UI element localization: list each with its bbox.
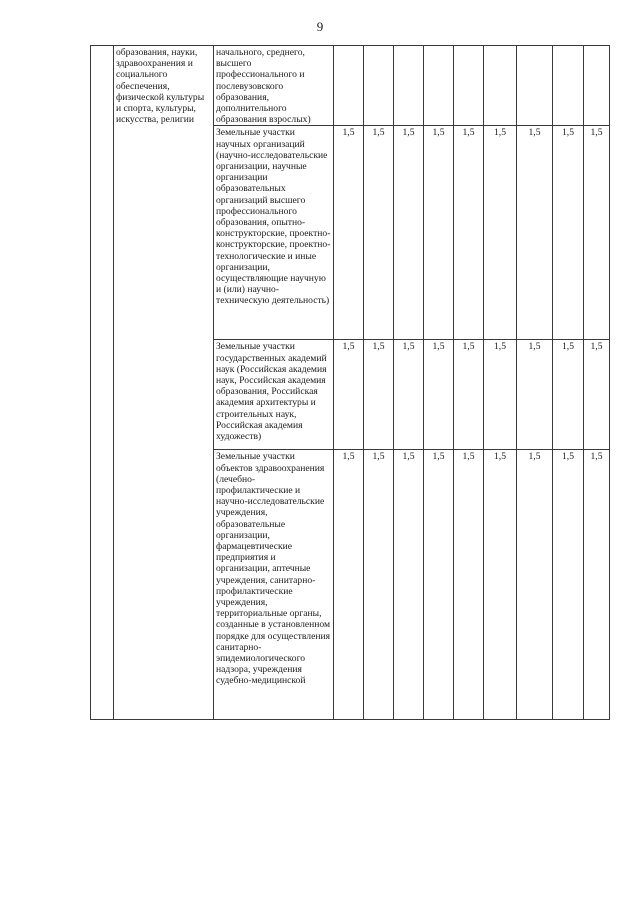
coefficient-cell <box>334 46 364 126</box>
coefficient-cell: 1,5 <box>424 450 454 720</box>
coefficient-cell: 1,5 <box>424 126 454 340</box>
coefficient-cell: 1,5 <box>553 126 584 340</box>
coefficient-cell <box>424 46 454 126</box>
coefficient-cell <box>484 46 517 126</box>
coefficient-cell: 1,5 <box>584 450 610 720</box>
coefficient-cell: 1,5 <box>364 450 394 720</box>
coefficient-cell: 1,5 <box>517 340 553 450</box>
coefficient-cell: 1,5 <box>334 340 364 450</box>
category-cell: образования, науки, здравоохранения и социального обеспечения, физической культуры и спорта, культуры, искусства, религии <box>114 46 214 720</box>
coefficient-cell <box>553 46 584 126</box>
page-number: 9 <box>316 19 324 34</box>
coefficient-cell: 1,5 <box>364 340 394 450</box>
coefficient-cell <box>394 46 424 126</box>
coefficient-cell: 1,5 <box>484 340 517 450</box>
description-cell: начального, среднего, высшего профессионального и послевузовского образования, дополнительного образования взрослых) <box>214 46 334 126</box>
coefficient-cell <box>454 46 484 126</box>
coefficient-table <box>90 45 610 720</box>
coefficient-cell: 1,5 <box>454 340 484 450</box>
coefficient-cell: 1,5 <box>553 450 584 720</box>
coefficient-cell: 1,5 <box>484 450 517 720</box>
coefficient-cell: 1,5 <box>584 126 610 340</box>
coefficient-cell: 1,5 <box>517 450 553 720</box>
coefficient-cell: 1,5 <box>517 126 553 340</box>
coefficient-cell: 1,5 <box>454 450 484 720</box>
coefficient-cell <box>517 46 553 126</box>
coefficient-cell: 1,5 <box>394 340 424 450</box>
coefficient-cell: 1,5 <box>584 340 610 450</box>
description-cell: Земельные участки государственных академий наук (Российская академия наук, Российская академия образования, Российская академия архитектуры и строительных наук, Российская академия художеств) <box>214 340 334 450</box>
coefficient-cell: 1,5 <box>334 450 364 720</box>
coefficient-cell <box>364 46 394 126</box>
coefficient-cell: 1,5 <box>334 126 364 340</box>
coefficient-cell: 1,5 <box>394 450 424 720</box>
coefficient-cell: 1,5 <box>553 340 584 450</box>
coefficient-cell: 1,5 <box>424 340 454 450</box>
coefficient-cell <box>584 46 610 126</box>
coefficient-cell: 1,5 <box>454 126 484 340</box>
table-row <box>91 46 610 126</box>
coefficient-cell: 1,5 <box>394 126 424 340</box>
coefficient-cell: 1,5 <box>484 126 517 340</box>
coefficient-cell: 1,5 <box>364 126 394 340</box>
description-cell: Земельные участки объектов здравоохранения (лечебно-профилактические и научно-исследовательские учреждения, образовательные организации, фармацевтические предприятия и организации, аптечные учреждения, санитарно-профилактические учреждения, территориальные органы, созданные в установленном порядке для осуществления санитарно-эпидемиологического надзора, учреждения судебно-медицинской <box>214 450 334 720</box>
description-cell: Земельные участки научных организаций (научно-исследовательские организации, научные организации образовательных организаций высшего профессионального образования, опытно-конструкторские, проектно-конструкторские, проектно-технологические и иные организации, осуществляющие научную и (или) научно-техническую деятельность) <box>214 126 334 340</box>
row-number-cell <box>91 46 114 720</box>
